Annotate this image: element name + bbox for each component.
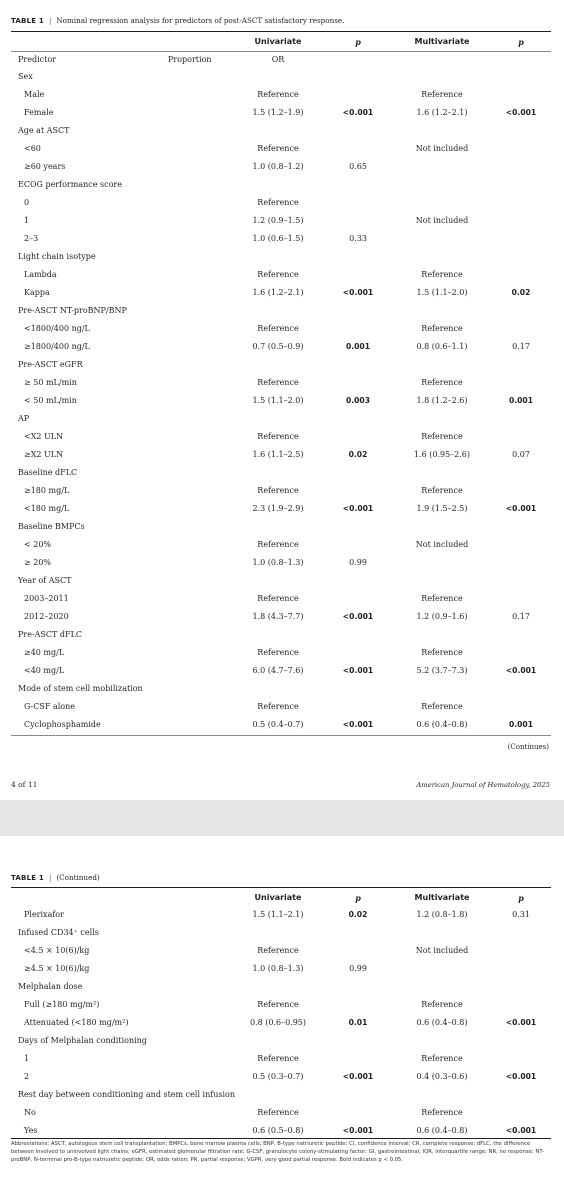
univariate-or-cell: Reference [257, 648, 299, 657]
table-row [0, 942, 564, 960]
multivariate-or-cell: Reference [421, 648, 463, 657]
univariate-header-2: Univariate [254, 893, 302, 902]
univariate-or-cell: Reference [257, 1108, 299, 1117]
univariate-or-cell: 1.5 (1.1–2.0) [252, 396, 304, 405]
multivariate-p-cell: 0.001 [508, 396, 534, 405]
multivariate-p-cell: 0.17 [512, 612, 530, 621]
univariate-p-cell: <0.001 [342, 612, 374, 621]
table-label-2: TABLE 1 [11, 874, 44, 882]
table-row [0, 572, 564, 590]
p-header-2: p [518, 37, 524, 47]
multivariate-or-cell: 0.4 (0.3–0.6) [416, 1072, 468, 1081]
table-row [0, 392, 564, 410]
univariate-p-cell: 0.65 [349, 162, 367, 171]
univariate-or-cell: Reference [257, 946, 299, 955]
predictor-cell: 0 [24, 198, 30, 207]
table-row [0, 680, 564, 698]
univariate-or-cell: 6.0 (4.7–7.6) [252, 666, 304, 675]
table-page-2 [0, 836, 564, 1196]
predictor-header: Predictor [18, 55, 56, 64]
predictor-cell: ≥180 mg/L [24, 486, 70, 495]
table-row [0, 1104, 564, 1122]
multivariate-or-cell: Not included [415, 946, 469, 955]
predictor-cell: Pre-ASCT eGFR [18, 360, 83, 369]
univariate-or-cell: 1.0 (0.8–1.3) [252, 558, 304, 567]
predictor-cell: 2012–2020 [24, 612, 69, 621]
univariate-or-cell: 0.8 (0.6–0.95) [249, 1018, 307, 1027]
table-row [0, 906, 564, 924]
table-row [0, 1014, 564, 1032]
multivariate-or-cell: Reference [421, 702, 463, 711]
multivariate-or-cell: 0.6 (0.4–0.8) [416, 1126, 468, 1135]
predictor-cell: ECOG performance score [18, 180, 122, 189]
table-row [0, 960, 564, 978]
table-row [0, 996, 564, 1014]
multivariate-p-cell: <0.001 [505, 1018, 537, 1027]
table-row [0, 518, 564, 536]
predictor-cell: Sex [18, 72, 33, 81]
predictor-cell: ≥X2 ULN [24, 450, 64, 459]
predictor-cell: Melphalan dose [18, 982, 83, 991]
univariate-or-cell: 2.3 (1.9–2.9) [252, 504, 304, 513]
univariate-p-cell: 0.99 [349, 558, 367, 567]
table-row [0, 176, 564, 194]
predictor-cell: Rest day between conditioning and stem cell infusion [18, 1090, 236, 1099]
table-row [0, 662, 564, 680]
table-row [0, 194, 564, 212]
page-number: 4 of 11 [11, 780, 38, 789]
multivariate-or-cell: Reference [421, 1000, 463, 1009]
multivariate-p-cell: <0.001 [505, 1126, 537, 1135]
table-row [0, 536, 564, 554]
predictor-cell: Pre-ASCT NT-proBNP/BNP [18, 306, 127, 315]
univariate-or-cell: Reference [257, 702, 299, 711]
multivariate-p-cell: 0.001 [508, 720, 534, 729]
p-header: p [355, 37, 361, 47]
predictor-cell: 2–3 [24, 234, 39, 243]
predictor-cell: <180 mg/L [24, 504, 70, 513]
univariate-or-cell: 1.5 (1.2–1.9) [252, 108, 304, 117]
multivariate-p-cell: 0.17 [512, 342, 530, 351]
multivariate-or-cell: Not included [415, 144, 469, 153]
bottom-rule [11, 735, 551, 736]
univariate-or-cell: 0.6 (0.5–0.8) [252, 1126, 304, 1135]
predictor-cell: Pre-ASCT dFLC [18, 630, 83, 639]
multivariate-or-cell: 0.6 (0.4–0.8) [416, 1018, 468, 1027]
header-row-2 [0, 51, 564, 69]
univariate-or-cell: 0.7 (0.5–0.9) [252, 342, 304, 351]
multivariate-or-cell: 1.6 (0.95–2.6) [413, 450, 471, 459]
univariate-p-cell: 0.001 [345, 342, 371, 351]
page-gap [0, 800, 564, 836]
predictor-cell: Light chain isotype [18, 252, 96, 261]
multivariate-or-cell: 1.2 (0.8–1.8) [416, 910, 468, 919]
predictor-cell: <4.5 × 10(6)/kg [24, 946, 90, 955]
p-header-4: p [518, 893, 524, 903]
predictor-cell: Baseline dFLC [18, 468, 78, 477]
table-row [0, 482, 564, 500]
predictor-cell: Infused CD34⁺ cells [18, 928, 99, 937]
predictor-cell: <60 [24, 144, 41, 153]
univariate-p-cell: 0.02 [348, 450, 368, 459]
univariate-or-cell: Reference [257, 486, 299, 495]
table-row [0, 284, 564, 302]
univariate-or-cell: 1.2 (0.9–1.5) [252, 216, 304, 225]
table-row [0, 644, 564, 662]
univariate-or-cell: 1.5 (1.1–2.1) [252, 910, 304, 919]
multivariate-p-cell: 0.31 [512, 910, 530, 919]
table-row [0, 140, 564, 158]
predictor-cell: Attenuated (<180 mg/m²) [24, 1018, 129, 1027]
multivariate-or-cell: Reference [421, 1054, 463, 1063]
multivariate-or-cell: Reference [421, 1108, 463, 1117]
multivariate-p-cell: 0.07 [512, 450, 530, 459]
table-row [0, 320, 564, 338]
multivariate-p-cell: <0.001 [505, 1072, 537, 1081]
table-row [0, 608, 564, 626]
predictor-cell: Lambda [24, 270, 57, 279]
predictor-cell: No [24, 1108, 36, 1117]
predictor-cell: Plerixafor [24, 910, 64, 919]
univariate-or-cell: Reference [257, 432, 299, 441]
journal-name: American Journal of Hematology, 2025 [416, 781, 550, 789]
univariate-or-cell: 0.5 (0.4–0.7) [252, 720, 304, 729]
multivariate-or-cell: 0.6 (0.4–0.8) [416, 720, 468, 729]
predictor-cell: Kappa [24, 288, 50, 297]
predictor-cell: Days of Melphalan conditioning [18, 1036, 147, 1045]
univariate-or-cell: Reference [257, 324, 299, 333]
table-row [0, 266, 564, 284]
multivariate-or-cell: Reference [421, 90, 463, 99]
predictor-cell: ≥40 mg/L [24, 648, 65, 657]
table-row [0, 86, 564, 104]
multivariate-or-cell: 0.8 (0.6–1.1) [416, 342, 468, 351]
table-row [0, 356, 564, 374]
predictor-cell: Year of ASCT [18, 576, 72, 585]
predictor-cell: G-CSF alone [24, 702, 75, 711]
univariate-p-cell: <0.001 [342, 288, 374, 297]
univariate-p-cell: 0.99 [349, 964, 367, 973]
predictor-cell: AP [18, 414, 30, 423]
predictor-cell: Cyclophosphamide [24, 720, 101, 729]
multivariate-or-cell: 5.2 (3.7–7.3) [416, 666, 468, 675]
table-row [0, 978, 564, 996]
univariate-p-cell: 0.02 [348, 910, 368, 919]
univariate-p-cell: 0.33 [349, 234, 367, 243]
multivariate-or-cell: Reference [421, 486, 463, 495]
table-row [0, 554, 564, 572]
multivariate-or-cell: Reference [421, 378, 463, 387]
univariate-or-cell: Reference [257, 1054, 299, 1063]
predictor-cell: 2 [24, 1072, 30, 1081]
univariate-or-cell: Reference [257, 540, 299, 549]
univariate-or-cell: Reference [257, 270, 299, 279]
table-row [0, 1032, 564, 1050]
predictor-cell: 2003–2011 [24, 594, 69, 603]
table-row [0, 626, 564, 644]
table-row [0, 212, 564, 230]
univariate-or-cell: Reference [257, 144, 299, 153]
multivariate-or-cell: Not included [415, 540, 469, 549]
univariate-p-cell: <0.001 [342, 1126, 374, 1135]
multivariate-p-cell: 0.02 [511, 288, 531, 297]
table-row [0, 500, 564, 518]
table-caption-continued: TABLE 1 | (Continued) [11, 873, 100, 882]
table-row [0, 374, 564, 392]
multivariate-header-2: Multivariate [414, 893, 470, 902]
univariate-or-cell: Reference [257, 198, 299, 207]
univariate-or-cell: 1.6 (1.2–2.1) [252, 288, 304, 297]
predictor-cell: Mode of stem cell mobilization [18, 684, 143, 693]
univariate-or-cell: 1.0 (0.8–1.3) [252, 964, 304, 973]
bottom-rule-2 [11, 1138, 551, 1139]
predictor-cell: ≥4.5 × 10(6)/kg [24, 964, 90, 973]
table-row [0, 428, 564, 446]
univariate-p-cell: <0.001 [342, 720, 374, 729]
continues-note: (Continues) [507, 743, 549, 751]
univariate-header: Univariate [254, 37, 302, 46]
multivariate-or-cell: 1.8 (1.2–2.6) [416, 396, 468, 405]
univariate-or-cell: Reference [257, 90, 299, 99]
predictor-cell: < 20% [24, 540, 52, 549]
multivariate-or-cell: Reference [421, 594, 463, 603]
table-title: Nominal regression analysis for predictors of post-ASCT satisfactory response. [56, 16, 345, 25]
top-rule-2 [11, 887, 551, 888]
predictor-cell: ≥60 years [24, 162, 66, 171]
table-row [0, 410, 564, 428]
table-row [0, 698, 564, 716]
univariate-p-cell: <0.001 [342, 504, 374, 513]
univariate-p-cell: <0.001 [342, 666, 374, 675]
univariate-p-cell: <0.001 [342, 1072, 374, 1081]
predictor-cell: Male [24, 90, 45, 99]
univariate-or-cell: 1.8 (4.3–7.7) [252, 612, 304, 621]
table-row [0, 302, 564, 320]
multivariate-or-cell: 1.6 (1.2–2.1) [416, 108, 468, 117]
predictor-cell: Age at ASCT [18, 126, 70, 135]
table-row [0, 464, 564, 482]
table-row [0, 1068, 564, 1086]
predictor-cell: Baseline BMPCs [18, 522, 85, 531]
predictor-cell: Yes [24, 1126, 38, 1135]
top-rule [11, 31, 551, 32]
predictor-cell: 1 [24, 1054, 30, 1063]
univariate-or-cell: 1.0 (0.8–1.2) [252, 162, 304, 171]
univariate-or-cell: Reference [257, 1000, 299, 1009]
multivariate-or-cell: 1.9 (1.5–2.5) [416, 504, 468, 513]
univariate-or-cell: Reference [257, 594, 299, 603]
table-row [0, 716, 564, 734]
predictor-cell: Female [24, 108, 54, 117]
table-row [0, 248, 564, 266]
multivariate-or-cell: 1.2 (0.9–1.6) [416, 612, 468, 621]
header-row-1 [0, 33, 564, 51]
table-row [0, 122, 564, 140]
table-row [0, 68, 564, 86]
predictor-cell: 1 [24, 216, 30, 225]
univariate-p-cell: 0.003 [345, 396, 371, 405]
table-row [0, 446, 564, 464]
predictor-cell: <40 mg/L [24, 666, 65, 675]
univariate-or-cell: 1.0 (0.6–1.5) [252, 234, 304, 243]
predictor-cell: <X2 ULN [24, 432, 64, 441]
multivariate-p-cell: <0.001 [505, 666, 537, 675]
multivariate-p-cell: <0.001 [505, 108, 537, 117]
table-row [0, 230, 564, 248]
predictor-cell: <1800/400 ng/L [24, 324, 90, 333]
p-header-3: p [355, 893, 361, 903]
table-row [0, 924, 564, 942]
abbreviations-footnote: Abbreviations: ASCT, autologous stem cell transplantation; BMPCs, bone marrow plasma cells; BNP, B-type natriuretic peptide; CI, confidence interval; CR, complete response; dFLC, the difference between involved to uninvolved light chains; eGFR, estimated glomerular filtration rate; G-CSF, granulocyte colony-stimulating factor; GI, gastrointestinal; IQR, interquartile range; NR, no response; NT-proBNP, N-terminal pro-B-type natriuretic peptide; OR, odds ration; PR, partial response; VGPR, very good partial response. Bold indicates p < 0.05. [11, 1141, 544, 1164]
univariate-p-cell: 0.01 [348, 1018, 368, 1027]
multivariate-or-cell: Reference [421, 324, 463, 333]
table-label: TABLE 1 [11, 17, 44, 25]
univariate-p-cell: <0.001 [342, 108, 374, 117]
multivariate-or-cell: Reference [421, 432, 463, 441]
univariate-or-cell: 1.6 (1.1–2.5) [252, 450, 304, 459]
table-row [0, 1086, 564, 1104]
predictor-cell: Full (≥180 mg/m²) [24, 1000, 100, 1009]
table-row [0, 1050, 564, 1068]
table-caption: TABLE 1 | Nominal regression analysis for predictors of post-ASCT satisfactory response. [11, 16, 345, 25]
table-row [0, 338, 564, 356]
predictor-cell: ≥ 20% [24, 558, 52, 567]
proportion-header: Proportion [168, 55, 212, 64]
multivariate-or-cell: Not included [415, 216, 469, 225]
or-header: OR [271, 55, 285, 64]
table-row [0, 104, 564, 122]
multivariate-p-cell: <0.001 [505, 504, 537, 513]
multivariate-header: Multivariate [414, 37, 470, 46]
univariate-or-cell: Reference [257, 378, 299, 387]
multivariate-or-cell: Reference [421, 270, 463, 279]
table-row [0, 158, 564, 176]
univariate-or-cell: 0.5 (0.3–0.7) [252, 1072, 304, 1081]
multivariate-or-cell: 1.5 (1.1–2.0) [416, 288, 468, 297]
table-row [0, 590, 564, 608]
predictor-cell: < 50 mL/min [24, 396, 77, 405]
header-row-p2 [0, 889, 564, 907]
table-continued-text: (Continued) [56, 873, 100, 882]
predictor-cell: ≥ 50 mL/min [24, 378, 77, 387]
predictor-cell: ≥1800/400 ng/L [24, 342, 90, 351]
